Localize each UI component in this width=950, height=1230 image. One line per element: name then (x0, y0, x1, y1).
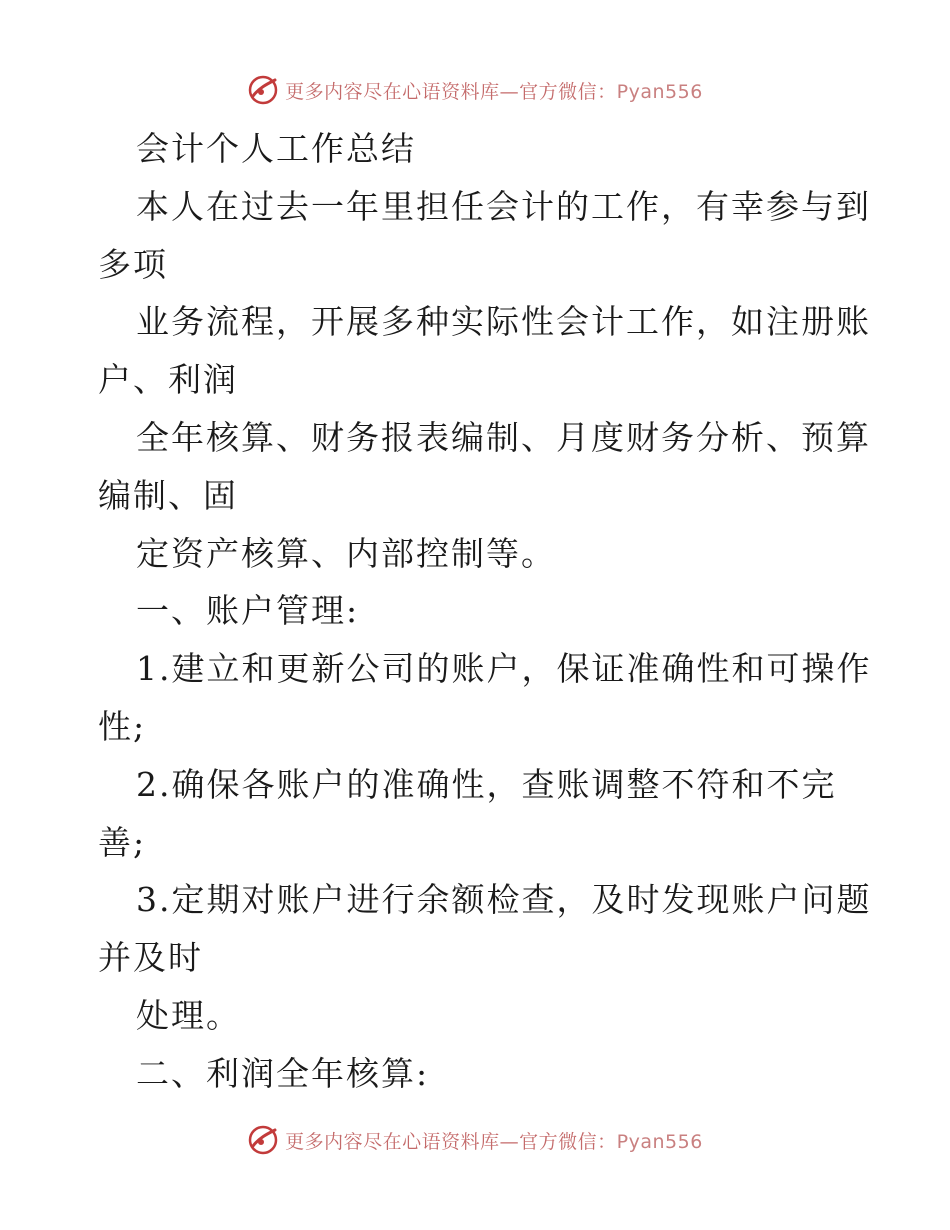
logo-icon (247, 74, 279, 106)
watermark-text (285, 1127, 703, 1154)
list-item-continuation: 处理。 (136, 995, 241, 1035)
watermark-header (0, 70, 950, 110)
watermark-label: 更多内容尽在心语资料库—官方微信： (285, 1130, 617, 1153)
text-line: 户、利润 (98, 360, 238, 400)
text-line: 多项 (98, 244, 168, 284)
watermark-wechat-id: Pyan556 (616, 80, 703, 103)
watermark-wechat-id: Pyan556 (616, 1130, 703, 1153)
watermark-footer (0, 1120, 950, 1160)
text-line: 编制、固 (98, 475, 238, 515)
document-title: 会计个人工作总结 (136, 129, 416, 168)
list-item: 2.确保各账户的准确性，查账调整不符和不完 (136, 764, 837, 804)
list-item-continuation: 善; (98, 822, 147, 862)
logo-icon (247, 1124, 279, 1156)
section-heading: 一、账户管理: (136, 591, 360, 631)
list-item-continuation: 并及时 (98, 938, 203, 978)
watermark-label: 更多内容尽在心语资料库—官方微信： (285, 80, 617, 103)
text-line: 业务流程，开展多种实际性会计工作，如注册账 (136, 302, 871, 342)
watermark-text (285, 77, 703, 104)
section-heading: 二、利润全年核算: (136, 1053, 430, 1093)
text-line: 全年核算、财务报表编制、月度财务分析、预算 (136, 417, 871, 457)
text-line: 定资产核算、内部控制等。 (136, 533, 556, 573)
text-line: 本人在过去一年里担任会计的工作，有幸参与到 (136, 186, 871, 226)
list-item: 3.定期对账户进行余额检查，及时发现账户问题 (136, 880, 872, 920)
list-item: 1.建立和更新公司的账户，保证准确性和可操作 (136, 649, 872, 689)
document-body (98, 120, 872, 1103)
list-item-continuation: 性; (98, 706, 147, 746)
